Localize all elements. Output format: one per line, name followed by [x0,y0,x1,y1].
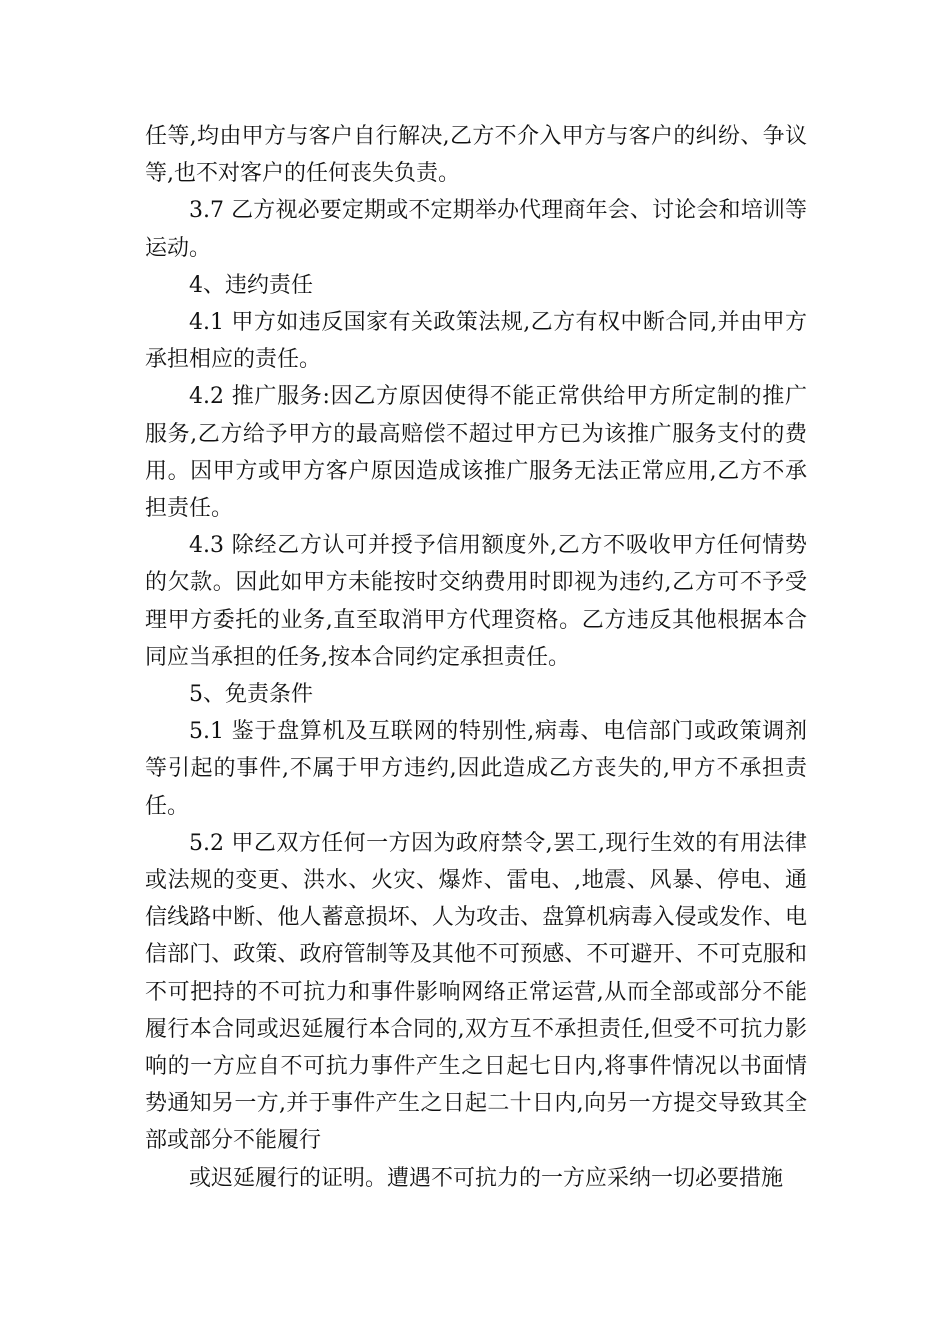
paragraph-clause-5-2: 5.2 甲乙双方任何一方因为政府禁令,罢工,现行生效的有用法律或法规的变更、洪水、火灾、爆炸、雷电、,地震、风暴、停电、通信线路中断、他人蓄意损坏、人为攻击、盘算机病毒入侵或发作、电信部门、政策、政府管制等及其他不可预感、不可避开、不可克服和不可把持的不可抗力和事件影响网络正常运营,从而全部或部分不能履行本合同或迟延履行本合同的,双方互不承担责任,但受不可抗力影响的一方应自不可抗力事件产生之日起七日内,将事件情况以书面情势通知另一方,并于事件产生之日起二十日内,向另一方提交导致其全部或部分不能履行 [145,830,807,1154]
paragraph-clause-4-1: 4.1 甲方如违反国家有关政策法规,乙方有权中断合同,并由甲方承担相应的责任。 [145,310,807,373]
contract-body-text [145,118,807,1197]
section-heading-exemption: 5、免责条件 [189,682,313,708]
paragraph-clause-4-3: 4.3 除经乙方认可并授予信用额度外,乙方不吸收甲方任何情势的欠款。因此如甲方未能按时交纳费用时即视为违约,乙方可不予受理甲方委托的业务,直至取消甲方代理资格。乙方违反其他根据本合同应当承担的任务,按本合同约定承担责任。 [145,533,807,670]
paragraph-clause-5-2-continued: 或迟延履行的证明。遭遇不可抗力的一方应采纳一切必要措施 [189,1165,784,1191]
paragraph-clause-3-7: 3.7 乙方视必要定期或不定期举办代理商年会、讨论会和培训等运动。 [145,198,807,261]
paragraph-clause-4-2: 4.2 推广服务:因乙方原因使得不能正常供给甲方所定制的推广服务,乙方给予甲方的最高赔偿不超过甲方已为该推广服务支付的费用。因甲方或甲方客户原因造成该推广服务无法正常应用,乙方不承担责任。 [145,384,807,522]
section-heading-breach-liability: 4、违约责任 [189,272,313,298]
paragraph-liability-continuation: 任等,均由甲方与客户自行解决,乙方不介入甲方与客户的纠纷、争议等,也不对客户的任何丧失负责。 [145,124,807,187]
paragraph-clause-5-1: 5.1 鉴于盘算机及互联网的特别性,病毒、电信部门或政策调剂等引起的事件,不属于甲方违约,因此造成乙方丧失的,甲方不承担责任。 [145,719,807,819]
